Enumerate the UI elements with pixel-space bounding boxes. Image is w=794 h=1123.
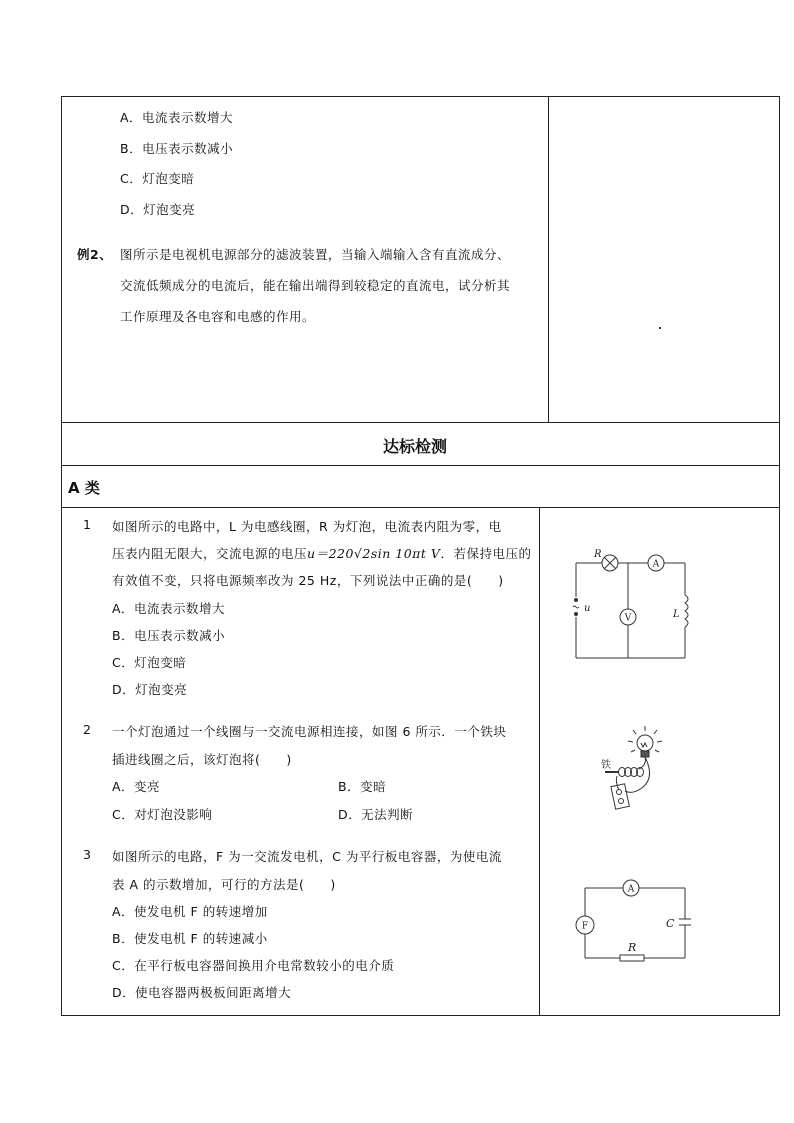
label-r: R [628,941,637,954]
label-l: L [673,609,680,620]
question-line: 有效值不变，只将电源频率改为 25 Hz，下列说法中正确的是( ) [112,573,504,588]
label-f: F [581,921,589,932]
row-divider [62,465,779,466]
question-number: 2 [83,722,92,737]
question-line: 一个灯泡通过一个线圈与一交流电源相连接，如图 6 所示．一个铁块 [112,724,507,739]
column-divider [548,97,549,422]
option-c: C．对灯泡没影响 [112,807,213,822]
question-number: 1 [83,517,92,532]
light-rays-icon [628,726,662,752]
question-line: 表 A 的示数增加，可行的方法是( ) [112,877,336,892]
option-d: D．无法判断 [338,807,414,822]
ac-source-icon [573,606,579,608]
inductor-coil-icon [685,595,688,627]
label-u: u [584,603,591,614]
option-a: A．变亮 [112,779,161,794]
question-text: ．若保持电压的 [440,546,532,561]
q1-circuit-diagram [560,545,705,670]
example-line: 工作原理及各电容和电感的作用。 [120,309,316,324]
option-b: B．使发电机 F 的转速减小 [112,931,268,946]
question-line: 如图所示的电路，F 为一交流发电机，C 为平行板电容器，为使电流 [112,849,502,864]
option-c: C．灯泡变暗 [120,171,195,186]
column-divider [539,507,540,1016]
option-d: D．使电容器两极板间距离增大 [112,985,292,1000]
row-divider [62,422,779,423]
section-title: 达标检测 [383,437,448,456]
question-number: 3 [83,847,92,862]
q3-circuit-diagram [570,875,695,970]
category-label: A 类 [68,479,100,497]
option-a: A．电流表示数增大 [120,110,234,125]
option-c: C．在平行板电容器间换用介电常数较小的电介质 [112,958,395,973]
option-b: B．电压表示数减小 [112,628,226,643]
example-line: 交流低频成分的电流后，能在输出端得到较稳定的直流电，试分析其 [120,278,511,293]
option-c: C．灯泡变暗 [112,655,187,670]
iron-label: 铁 [601,760,611,771]
ac-socket-icon [611,784,629,809]
option-b: B．电压表示数减小 [120,141,234,156]
question-line [112,544,531,562]
question-line: 插进线圈之后，该灯泡将( ) [112,752,292,767]
label-a: A [652,559,660,570]
label-r: R [594,549,602,560]
option-a: A．使发电机 F 的转速增加 [112,904,268,919]
option-b: B．变暗 [338,779,387,794]
option-a: A．电流表示数增大 [112,601,226,616]
stray-dot [659,327,661,329]
option-d: D．灯泡变亮 [112,682,188,697]
voltage-formula: u＝220√2sin 10πt V [307,546,441,561]
label-v: V [624,613,632,624]
example-line: 图所示是电视机电源部分的滤波装置，当输入端输入含有直流成分、 [120,247,511,262]
example-label: 例2、 [77,247,113,262]
option-d: D．灯泡变亮 [120,202,196,217]
question-line: 如图所示的电路中，L 为电感线圈，R 为灯泡，电流表内阻为零，电 [112,519,502,534]
label-a: A [627,884,635,895]
question-text: 压表内阻无限大，交流电源的电压 [112,546,308,561]
resistor-icon [620,955,644,961]
label-c: C [666,917,675,930]
q2-lamp-coil-figure [595,722,685,817]
row-divider [62,507,779,508]
